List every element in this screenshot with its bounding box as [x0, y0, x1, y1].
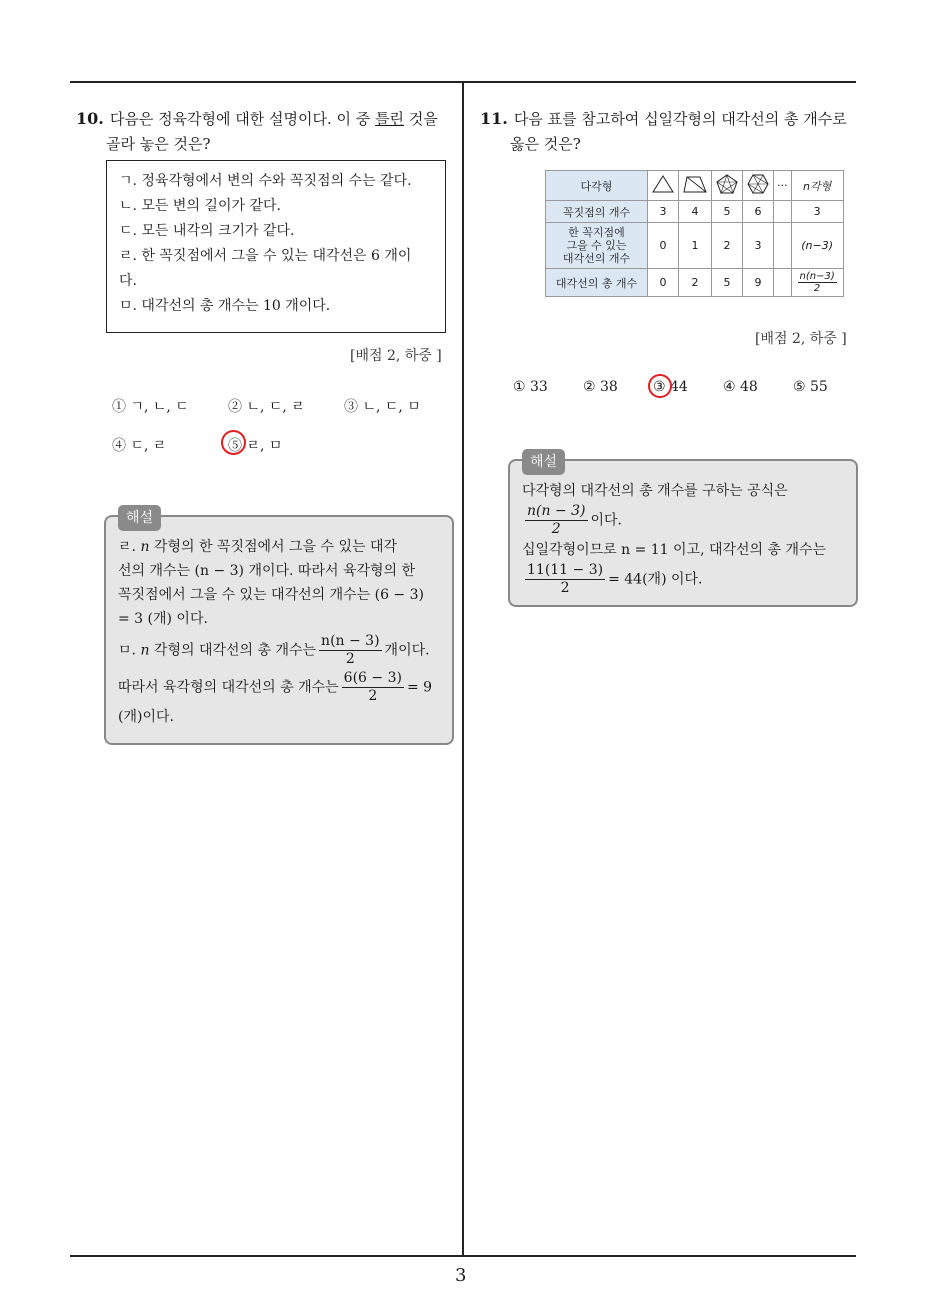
triangle-icon	[651, 174, 675, 194]
q10-statement: ㅁ. 대각선의 총 개수는 10 개이다.	[119, 298, 331, 314]
q10-statement: ㄱ. 정육각형에서 변의 수와 꼭짓점의 수는 같다.	[119, 173, 412, 189]
table-row-label: 대각선의 총 개수	[546, 269, 648, 297]
q10-choice-1[interactable]: ① ㄱ, ㄴ, ㄷ	[112, 399, 189, 415]
q11-choice-2[interactable]: ② 38	[583, 379, 618, 395]
q10-statement: ㄹ. 한 꼭짓점에서 그을 수 있는 대각선은 6 개이	[119, 248, 412, 264]
q10-statement: ㄷ. 모든 내각의 크기가 같다.	[119, 223, 295, 239]
q10-answer-mark	[221, 430, 246, 455]
q11-prompt: 11. 다음 표를 참고하여 십일각형의 대각선의 총 개수로 옳은 것은?	[480, 106, 870, 157]
q11-choice-4[interactable]: ④ 48	[723, 379, 758, 395]
pentagon-icon	[715, 173, 739, 195]
q10-choice-5[interactable]: ⑤ ㄹ, ㅁ	[228, 438, 283, 454]
table-header: 다각형	[546, 171, 648, 201]
q11-number: 11.	[480, 109, 508, 128]
page-number: 3	[455, 1265, 467, 1286]
table-ellipsis: ···	[774, 171, 792, 201]
quadrilateral-cell	[679, 171, 712, 201]
q10-prompt: 10. 다음은 정육각형에 대한 설명이다. 이 중 틀린 것을 골라 놓은 것은?	[76, 106, 456, 157]
q10-underlined-word: 틀린	[375, 110, 405, 128]
table-row-label: 꼭짓점의 개수	[546, 201, 648, 223]
fraction: $\frac{n(n - 3)}{2}$	[321, 633, 380, 667]
q10-number: 10.	[76, 109, 104, 128]
q11-explanation-tag: 해설	[522, 449, 565, 475]
q10-score: [배점 2, 하중 ]	[350, 348, 442, 364]
q10-prompt-line2: 골라 놓은 것은?	[106, 135, 211, 153]
q10-statement: ㄴ. 모든 변의 길이가 같다.	[119, 198, 281, 214]
quadrilateral-icon	[682, 174, 708, 194]
pentagon-cell	[712, 171, 743, 201]
q11-choice-5[interactable]: ⑤ 55	[793, 379, 828, 395]
bottom-rule	[70, 1255, 856, 1257]
polygon-table: 다각형 ··· n각형 꼭짓점의 개수 3 4 5 6 3 한 꼭지점에 그을 수 있는 대각선의 개수 0 1 2 3 (n−3) 대각선의 총 개수 0 2 5 9 $\frac{n(n-3)}{2}$	[545, 170, 844, 297]
column-divider	[462, 81, 464, 1256]
q11-score: [배점 2, 하중 ]	[755, 331, 847, 347]
q10-explanation: 해설 ㄹ. n 각형의 한 꼭짓점에서 그을 수 있는 대각 선의 개수는 (n − 3) 개이다. 따라서 육각형의 한 꼭짓점에서 그을 수 있는 대각선의 개수는 (6 − 3) = 3 (개) 이다. ㅁ. n 각형의 대각선의 총 개수는 $\frac{n(n - 3)}{2}$ 개이다. 따라서 육각형의 대각선의 총 개수는 $\frac{6(6 - 3)}{2}$ = 9 (개)이다.	[104, 515, 454, 745]
q10-statement-box	[106, 160, 446, 333]
fraction: $\frac{n(n - 3)}{2}$	[527, 503, 586, 537]
q11-choice-1[interactable]: ① 33	[513, 379, 548, 395]
hexagon-icon	[746, 173, 770, 195]
q11-answer-mark	[648, 374, 672, 398]
q11-choice-3[interactable]: ③ 44	[653, 379, 688, 395]
q10-choice-2[interactable]: ② ㄴ, ㄷ, ㄹ	[228, 399, 305, 415]
hexagon-cell	[743, 171, 774, 201]
q11-explanation: 해설 다각형의 대각선의 총 개수를 구하는 공식은 $\frac{n(n - 3)}{2}$ 이다. 십일각형이므로 n = 11 이고, 대각선의 총 개수는 $\frac{11(11 - 3)}{2}$ = 44(개) 이다.	[508, 459, 858, 607]
triangle-cell	[648, 171, 679, 201]
table-ngon-header: n각형	[791, 171, 843, 201]
q10-choice-4[interactable]: ④ ㄷ, ㄹ	[112, 438, 167, 454]
q11-prompt-line2: 옳은 것은?	[510, 135, 581, 153]
q10-choice-3[interactable]: ③ ㄴ, ㄷ, ㅁ	[344, 399, 421, 415]
q10-explanation-tag: 해설	[118, 505, 161, 531]
q10-statement: 다.	[119, 273, 137, 289]
fraction: $\frac{6(6 - 3)}{2}$	[343, 670, 402, 704]
fraction: $\frac{11(11 - 3)}{2}$	[527, 562, 604, 596]
table-row-label: 한 꼭지점에 그을 수 있는 대각선의 개수	[546, 223, 648, 269]
fraction: $\frac{n(n-3)}{2}$	[799, 271, 835, 294]
